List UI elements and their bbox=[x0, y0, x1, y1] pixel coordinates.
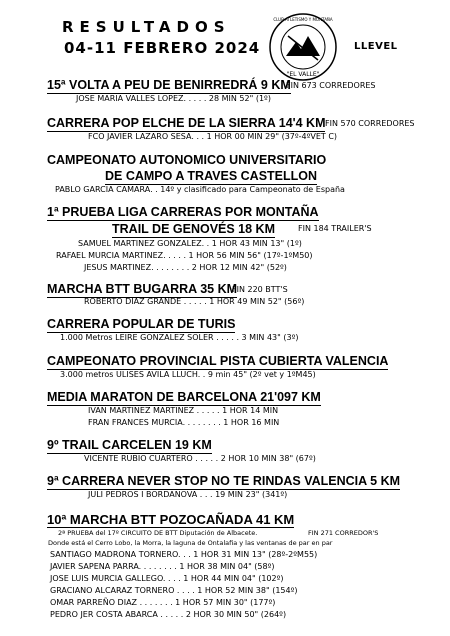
event-fin: FIN 673 CORREDORES bbox=[286, 81, 376, 90]
result-line: GRACIANO ALCARAZ TORNERO . . . . 1 HOR 52 MIN 38" (154º) bbox=[50, 586, 298, 595]
event-title: 10ª MARCHA BTT POZOCAÑADA 41 KM bbox=[47, 512, 295, 527]
result-line: IVAN MARTINEZ MARTINEZ . . . . . 1 HOR 14 MIN bbox=[88, 406, 279, 415]
result-line: 3.000 metros ULISES AVILA LLUCH. . 9 min 45" (2º vet y 1ºM45) bbox=[60, 370, 316, 379]
result-line: VICENTE RUBIO CUARTERO . . . . . 2 HOR 10 MIN 38" (67º) bbox=[84, 454, 316, 463]
event-title: 15ª VOLTA A PEU DE BENIRREDRÁ 9 KM bbox=[47, 78, 291, 92]
event-title-line: DE CAMPO A TRAVES CASTELLON bbox=[105, 169, 318, 183]
result-line: JAVIER SAPENA PARRA. . . . . . . . 1 HOR 38 MIN 04" (58º) bbox=[50, 562, 275, 571]
result-line: SANTIAGO MADRONA TORNERO. . . 1 HOR 31 MIN 13" (28º-2ºM55) bbox=[50, 550, 318, 559]
result-line: PABLO GARCIA CAMARA. . 14º y clasificado para Campeonato de España bbox=[55, 185, 345, 194]
event-title: MEDIA MARATON DE BARCELONA 21'097 KM bbox=[47, 390, 321, 404]
event-note: Donde está el Cerro Lobo, la Morra, la laguna de Ontalafia y las ventanas de par en par bbox=[48, 539, 333, 547]
event-title-line: 1ª PRUEBA LIGA CARRERAS POR MONTAÑA bbox=[47, 205, 319, 219]
event-title: 9ª CARRERA NEVER STOP NO TE RINDAS VALENCIA 5 KM bbox=[47, 474, 401, 488]
event-title: CAMPEONATO PROVINCIAL PISTA CUBIERTA VALENCIA bbox=[47, 354, 389, 368]
event-title-line: CAMPEONATO AUTONOMICO UNIVERSITARIO bbox=[47, 153, 327, 167]
result-line: ROBERTO DIAZ GRANDE . . . . . 1 HOR 49 MIN 52" (56º) bbox=[84, 297, 305, 306]
event-title-line: TRAIL DE GENOVÉS 18 KM bbox=[112, 222, 275, 236]
result-line: FCO JAVIER LAZARO SESA. . . 1 HOR 00 MIN 29" (37º-4ºVET C) bbox=[88, 132, 338, 141]
date-range: 04-11 FEBRERO 2024 bbox=[64, 39, 261, 57]
event-fin: FIN 271 CORREDOR'S bbox=[308, 529, 379, 537]
event-title: CARRERA POP ELCHE DE LA SIERRA 14'4 KM bbox=[47, 116, 326, 130]
event-fin: FIN 184 TRAILER'S bbox=[298, 224, 372, 233]
svg-text:"EL VALLE": "EL VALLE" bbox=[286, 71, 320, 78]
result-line: RAFAEL MURCIA MARTINEZ. . . . . 1 HOR 56 MIN 56" (17º-1ºM50) bbox=[56, 251, 313, 260]
result-line: OMAR PARREÑO DIAZ . . . . . . . 1 HOR 57 MIN 30" (177º) bbox=[50, 598, 276, 607]
result-line: SAMUEL MARTINEZ GONZALEZ. . 1 HOR 43 MIN 13" (1º) bbox=[78, 239, 302, 248]
result-line: FRAN FRANCES MURCIA. . . . . . . . 1 HOR 16 MIN bbox=[88, 418, 280, 427]
club-logo bbox=[268, 12, 338, 82]
result-line: JESUS MARTINEZ. . . . . . . . 2 HOR 12 MIN 42" (52º) bbox=[84, 263, 287, 272]
svg-text:CLUB ATLETISMO Y MONTAÑA: CLUB ATLETISMO Y MONTAÑA bbox=[273, 17, 333, 22]
result-line: PEDRO JER COSTA ABARCA . . . . . 2 HOR 30 MIN 50" (264º) bbox=[50, 610, 287, 619]
page-title: RESULTADOS bbox=[62, 18, 231, 36]
event-title: CARRERA POPULAR DE TURIS bbox=[47, 317, 236, 331]
event-title: 9º TRAIL CARCELEN 19 KM bbox=[47, 438, 212, 452]
event-fin: FIN 220 BTT'S bbox=[232, 285, 288, 294]
result-line: 1.000 Metros LEIRE GONZALEZ SOLER . . . . . 3 MIN 43" (3º) bbox=[60, 333, 299, 342]
event-fin: FIN 570 CORREDORES bbox=[325, 119, 415, 128]
result-line: JULI PEDROS I BORDANOVA . . . 19 MIN 23" (341º) bbox=[88, 490, 288, 499]
level-text: LLEVEL bbox=[354, 41, 398, 52]
result-line: JOSE MARIA VALLES LOPEZ. . . . . 28 MIN 52" (1º) bbox=[76, 94, 271, 103]
event-title: MARCHA BTT BUGARRA 35 KM bbox=[47, 282, 238, 296]
result-line: JOSE LUIS MURCIA GALLEGO. . . . 1 HOR 44 MIN 04" (102º) bbox=[50, 574, 284, 583]
event-subtitle: 2ª PRUEBA del 17º CIRCUITO DE BTT Diputación de Albacete. bbox=[58, 529, 258, 537]
